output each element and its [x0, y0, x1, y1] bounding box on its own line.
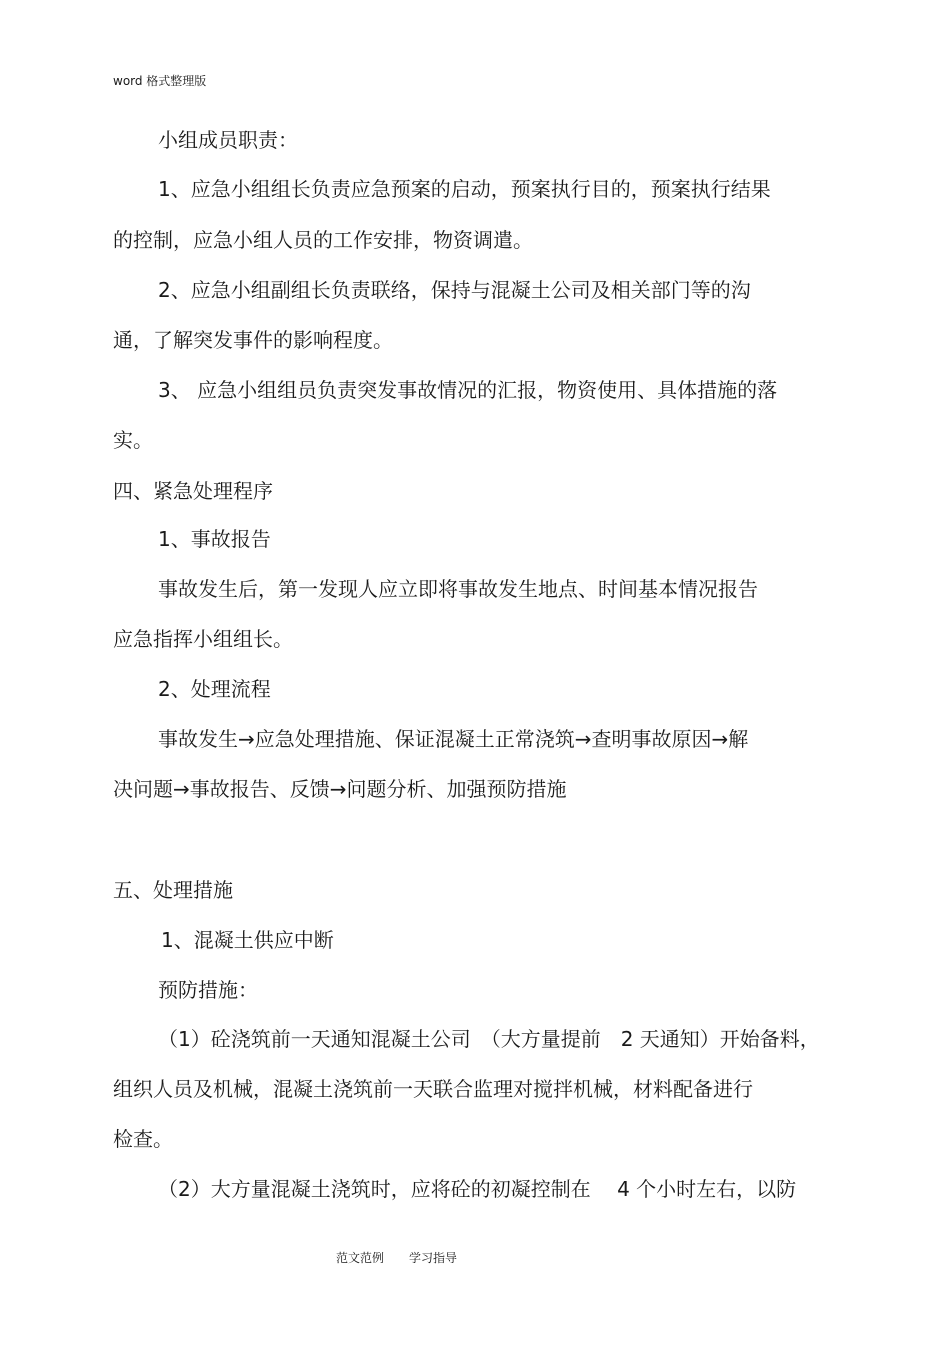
paragraph-line: 检查。 [113, 1127, 173, 1151]
paragraph-line: 事故发生后，第一发现人应立即将事故发生地点、时间基本情况报告 [158, 577, 758, 601]
section-heading: 五、处理措施 [113, 878, 233, 902]
paragraph-line: 应急指挥小组组长。 [113, 627, 293, 651]
paragraph-line: （2）大方量混凝土浇筑时，应将砼的初凝控制在 4 个小时左右，以防 [158, 1177, 797, 1201]
paragraph-line: 组织人员及机械，混凝土浇筑前一天联合监理对搅拌机械，材料配备进行 [113, 1077, 753, 1101]
paragraph-line: 实。 [113, 428, 153, 452]
paragraph-line: 1、应急小组组长负责应急预案的启动，预案执行目的，预案执行结果 [158, 177, 771, 201]
page-header: word 格式整理版 [113, 74, 207, 88]
page-footer-left: 范文范例 [336, 1251, 385, 1265]
paragraph-line: 小组成员职责： [158, 128, 298, 152]
paragraph-line: 2、应急小组副组长负责联络，保持与混凝土公司及相关部门等的沟 [158, 278, 751, 302]
paragraph-line: 3、 应急小组组员负责突发事故情况的汇报，物资使用、具体措施的落 [158, 378, 778, 402]
paragraph-line: 预防措施： [158, 978, 258, 1002]
paragraph-line: 事故发生→应急处理措施、保证混凝土正常浇筑→查明事故原因→解 [158, 727, 749, 751]
paragraph-line: 的控制，应急小组人员的工作安排，物资调遣。 [113, 228, 533, 252]
subsection-heading: 1、混凝土供应中断 [161, 928, 334, 952]
page-footer-right: 学习指导 [409, 1251, 458, 1265]
paragraph-line: 决问题→事故报告、反馈→问题分析、加强预防措施 [113, 777, 567, 801]
subsection-heading: 1、事故报告 [158, 527, 271, 551]
section-heading: 四、紧急处理程序 [113, 479, 273, 503]
paragraph-line: （1）砼浇筑前一天通知混凝土公司 （大方量提前 2 天通知）开始备料， [158, 1027, 820, 1051]
paragraph-line: 通，了解突发事件的影响程度。 [113, 328, 393, 352]
subsection-heading: 2、处理流程 [158, 677, 271, 701]
